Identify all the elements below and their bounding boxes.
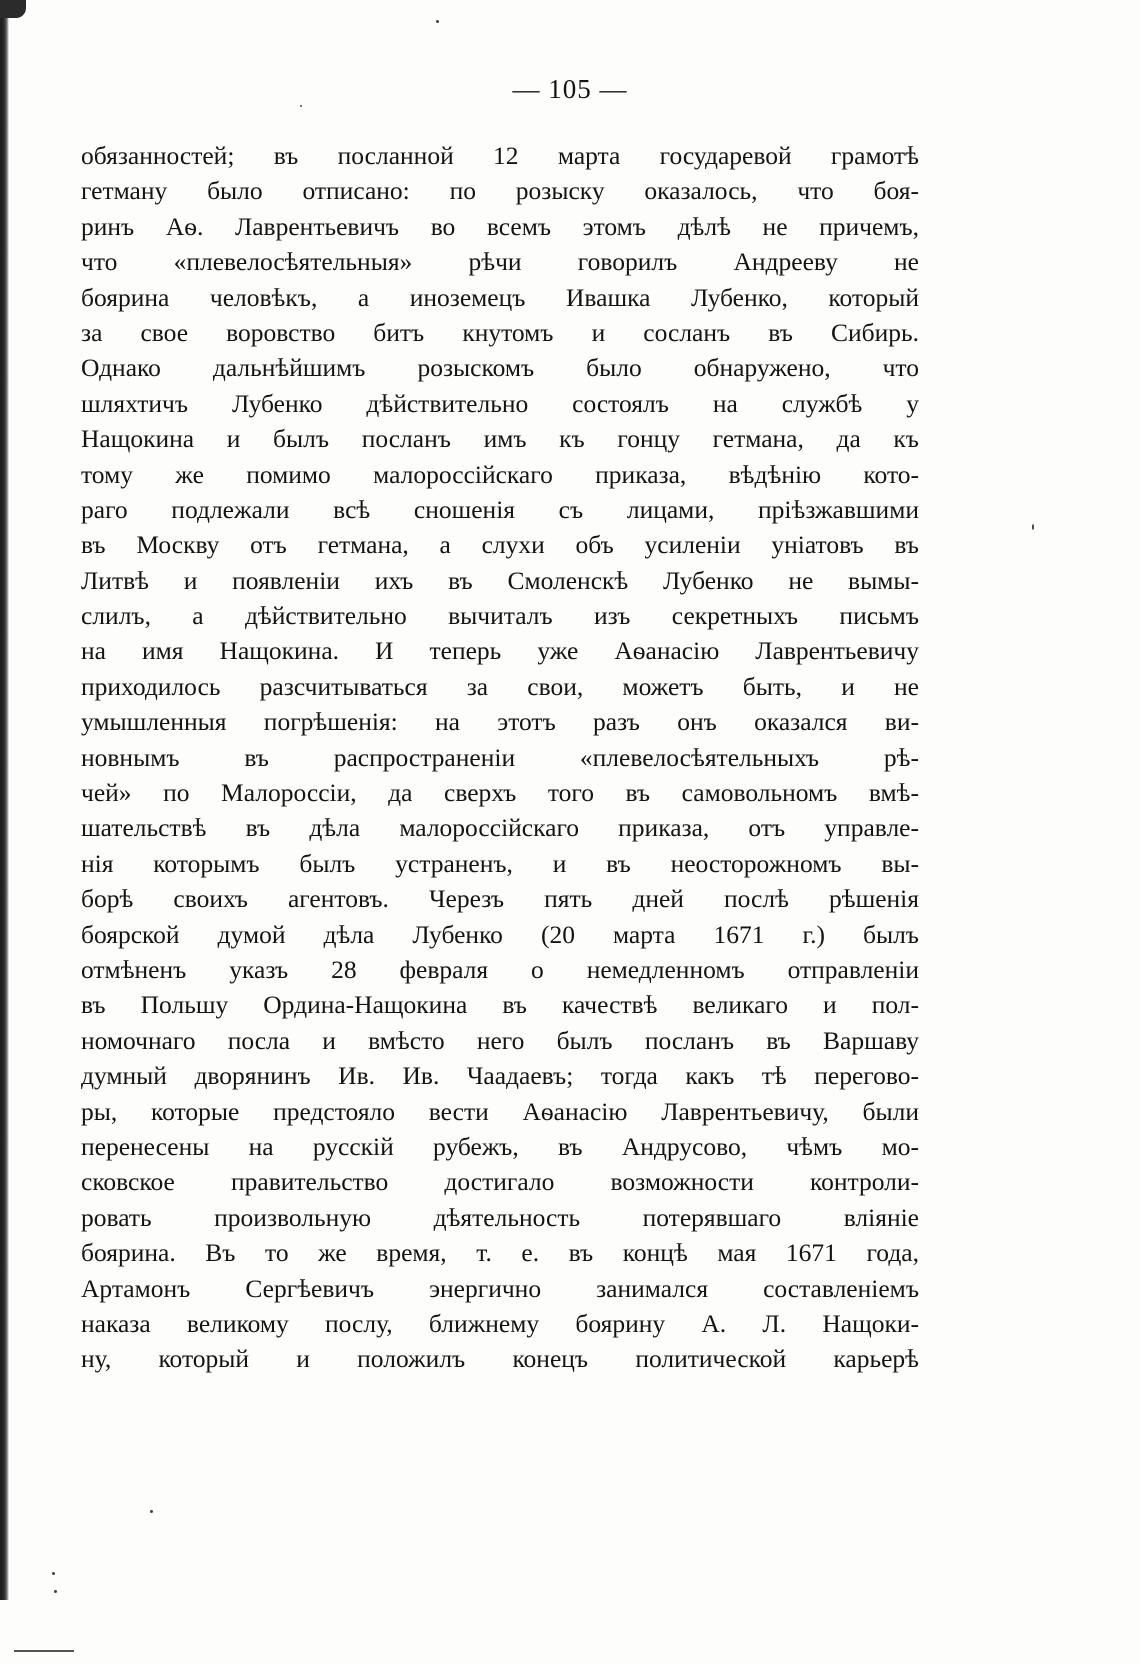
text-line: чей» по Малороссіи, да сверхъ того въ самовольномъ вмѣ- xyxy=(81,778,919,808)
text-line: умышленныя погрѣшенія: на этотъ разъ онъ оказался ви- xyxy=(81,707,919,737)
text-line: на имя Нащокина. И теперь уже Аѳанасію Лаврентьевичу xyxy=(81,636,919,666)
text-line: въ Польшу Ордина-Нащокина въ качествѣ великаго и пол- xyxy=(81,990,919,1020)
text-line: что «плевелосѣятельныя» рѣчи говорилъ Андрееву не xyxy=(81,247,919,277)
scan-speck xyxy=(436,20,439,23)
scan-speck xyxy=(54,1590,57,1593)
scan-speck xyxy=(150,1510,153,1513)
text-line: сковское правительство достигало возможности контроли- xyxy=(81,1167,919,1197)
scan-speck xyxy=(1032,524,1034,530)
text-line: слилъ, а дѣйствительно вычиталъ изъ секретныхъ письмъ xyxy=(81,601,919,631)
text-line: Артамонъ Сергѣевичъ энергично занимался составленіемъ xyxy=(81,1273,919,1303)
text-line: за свое воровство битъ кнутомъ и сосланъ въ Сибирь. xyxy=(81,317,919,347)
text-line: боярина человѣкъ, а иноземецъ Ивашка Лубенко, который xyxy=(81,282,919,312)
text-line: шляхтичъ Лубенко дѣйствительно состоялъ на службѣ у xyxy=(81,388,919,418)
text-line: Литвѣ и появленіи ихъ въ Смоленскѣ Лубенко не вымы- xyxy=(81,565,919,595)
scan-speck xyxy=(300,105,302,107)
text-line: борѣ своихъ агентовъ. Черезъ пять дней послѣ рѣшенія xyxy=(81,884,919,914)
text-line: шательствѣ въ дѣла малороссійскаго приказа, отъ управле- xyxy=(81,813,919,843)
text-line: ры, которые предстояло вести Аѳанасію Лаврентьевичу, были xyxy=(81,1096,919,1126)
text-line: гетману было отписано: по розыску оказалось, что боя- xyxy=(81,176,919,206)
page-number: — 105 — xyxy=(512,74,628,104)
text-line: наказа великому послу, ближнему боярину А. Л. Нащоки- xyxy=(81,1308,919,1338)
text-line: ну, который и положилъ конецъ политической карьерѣ xyxy=(81,1344,919,1374)
text-line: думный дворянинъ Ив. Ив. Чаадаевъ; тогда какъ тѣ перегово- xyxy=(81,1061,919,1091)
scan-edge-mark xyxy=(14,1650,74,1652)
page-binding-edge xyxy=(0,0,9,1600)
text-line: тому же помимо малороссійскаго приказа, вѣдѣнію кото- xyxy=(81,459,919,489)
scan-speck xyxy=(52,1572,55,1575)
text-line: ровать произвольную дѣятельность потерявшаго вліяніе xyxy=(81,1202,919,1232)
text-line: въ Москву отъ гетмана, а слухи объ усиленіи уніатовъ въ xyxy=(81,530,919,560)
text-line: ринъ Аѳ. Лаврентьевичъ во всемъ этомъ дѣлѣ не причемъ, xyxy=(81,211,919,241)
text-line: раго подлежали всѣ сношенія съ лицами, пріѣзжавшими xyxy=(81,494,919,524)
text-line: приходилось разсчитываться за свои, можетъ быть, и не xyxy=(81,671,919,701)
text-line: боярской думой дѣла Лубенко (20 марта 1671 г.) былъ xyxy=(81,919,919,949)
body-text xyxy=(81,138,919,1377)
text-line: перенесены на русскій рубежъ, въ Андрусово, чѣмъ мо- xyxy=(81,1131,919,1161)
text-line: обязанностей; въ посланной 12 марта государевой грамотѣ xyxy=(81,141,919,170)
text-line: отмѣненъ указъ 28 февраля о немедленномъ отправленіи xyxy=(81,954,919,984)
text-line: номочнаго посла и вмѣсто него былъ посланъ въ Варшаву xyxy=(81,1025,919,1055)
text-line: Однако дальнѣйшимъ розыскомъ было обнаружено, что xyxy=(81,353,919,383)
text-line: боярина. Въ то же время, т. е. въ концѣ мая 1671 года, xyxy=(81,1238,919,1268)
text-line: нія которымъ былъ устраненъ, и въ неосторожномъ вы- xyxy=(81,848,919,878)
page-binding-corner xyxy=(0,0,26,18)
text-line: новнымъ въ распространеніи «плевелосѣятельныхъ рѣ- xyxy=(81,742,919,772)
text-line: Нащокина и былъ посланъ имъ къ гонцу гетмана, да къ xyxy=(81,424,919,454)
